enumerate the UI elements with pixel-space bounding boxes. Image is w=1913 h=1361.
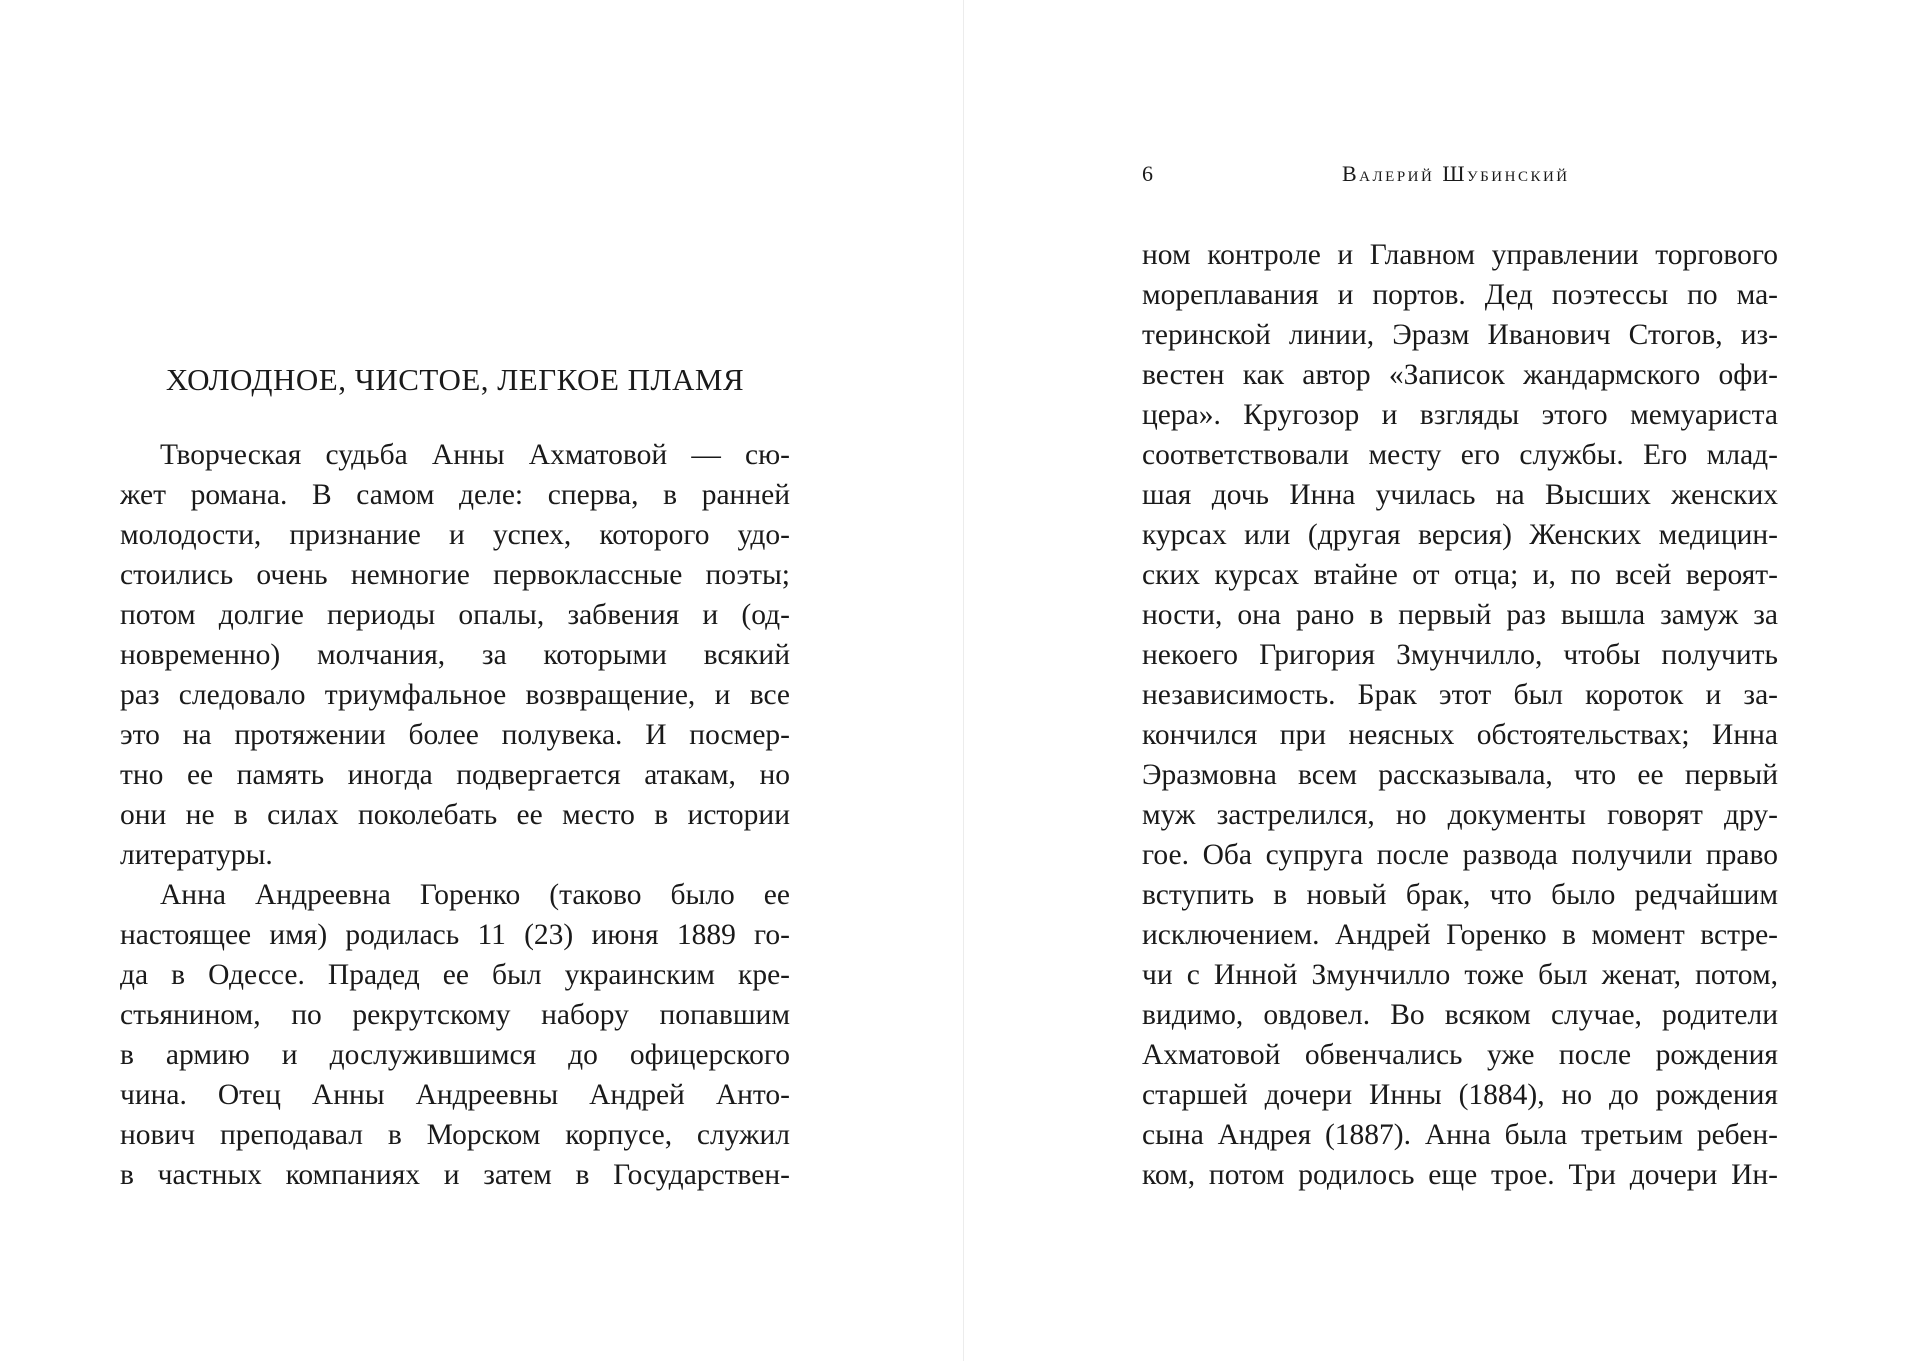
text-line: да в Одессе. Прадед ее был украинским кре- xyxy=(120,959,790,991)
text-line: в армию и дослужившимся до офицерского xyxy=(120,1039,790,1071)
text-line: жет романа. В самом деле: сперва, в ранней xyxy=(120,479,790,511)
text-line: муж застрелился, но документы говорят дру- xyxy=(1142,799,1778,831)
text-line: чи с Инной Змунчилло тоже был женат, потом, xyxy=(1142,959,1778,991)
text-line: Творческая судьба Анны Ахматовой — сю- xyxy=(160,439,790,471)
text-line: цера». Кругозор и взгляды этого мемуариста xyxy=(1142,399,1778,431)
text-line: тно ее память иногда подвергается атакам, но xyxy=(120,759,790,791)
text-line: ности, она рано в первый раз вышла замуж за xyxy=(1142,599,1778,631)
text-line: вступить в новый брак, что было редчайшим xyxy=(1142,879,1778,911)
text-line: мореплавания и портов. Дед поэтессы по ма- xyxy=(1142,279,1778,311)
text-line: они не в силах поколебать ее место в истории xyxy=(120,799,790,831)
text-line: ком, потом родилось еще трое. Три дочери Ин- xyxy=(1142,1159,1778,1191)
text-line: нович преподавал в Морском корпусе, служил xyxy=(120,1119,790,1151)
text-line: молодости, признание и успех, которого удо- xyxy=(120,519,790,551)
text-line: литературы. xyxy=(120,839,273,871)
text-line: старшей дочери Инны (1884), но до рождения xyxy=(1142,1079,1778,1111)
running-head-author: Валерий Шубинский xyxy=(1342,161,1570,186)
text-line: независимость. Брак этот был короток и за- xyxy=(1142,679,1778,711)
text-line: соответствовали месту его службы. Его млад- xyxy=(1142,439,1778,471)
text-line: кончился при неясных обстоятельствах; Инна xyxy=(1142,719,1778,751)
chapter-title: ХОЛОДНОЕ, ЧИСТОЕ, ЛЕГКОЕ ПЛАМЯ xyxy=(165,362,745,397)
text-line: потом долгие периоды опалы, забвения и (од- xyxy=(120,599,790,631)
text-line: исключением. Андрей Горенко в момент встре- xyxy=(1142,919,1778,951)
page-number: 6 xyxy=(1142,161,1156,186)
text-line: стьянином, по рекрутскому набору попавшим xyxy=(120,999,790,1031)
text-line: новременно) молчания, за которыми всякий xyxy=(120,639,790,671)
text-line: стоились очень немногие первоклассные поэты; xyxy=(120,559,790,591)
text-line: некоего Григория Змунчилло, чтобы получить xyxy=(1142,639,1778,671)
text-line: курсах или (другая версия) Женских медицин- xyxy=(1142,519,1778,551)
text-line: ном контроле и Главном управлении торгового xyxy=(1142,239,1778,271)
text-line: сына Андрея (1887). Анна была третьим ребен- xyxy=(1142,1119,1778,1151)
text-line: Ахматовой обвенчались уже после рождения xyxy=(1142,1039,1778,1071)
text-line: теринской линии, Эразм Иванович Стогов, из- xyxy=(1142,319,1778,351)
text-line: ских курсах втайне от отца; и, по всей вероят- xyxy=(1142,559,1778,591)
text-line: Эразмовна всем рассказывала, что ее первый xyxy=(1142,759,1778,791)
left-page-body-text xyxy=(120,435,790,1195)
text-line: гое. Оба супруга после развода получили право xyxy=(1142,839,1778,871)
text-line: раз следовало триумфальное возвращение, и все xyxy=(120,679,790,711)
text-line: видимо, овдовел. Во всяком случае, родители xyxy=(1142,999,1778,1031)
text-line: Анна Андреевна Горенко (таково было ее xyxy=(160,879,790,911)
text-line: в частных компаниях и затем в Государствен- xyxy=(120,1159,790,1191)
text-line: шая дочь Инна училась на Высших женских xyxy=(1142,479,1778,511)
right-page xyxy=(964,0,1913,1361)
text-line: это на протяжении более полувека. И посмер- xyxy=(120,719,790,751)
text-line: чина. Отец Анны Андреевны Андрей Анто- xyxy=(120,1079,790,1111)
right-page-body-text xyxy=(1142,235,1778,1195)
text-line: настоящее имя) родилась 11 (23) июня 1889 го- xyxy=(120,919,790,951)
text-line: вестен как автор «Записок жандармского офи- xyxy=(1142,359,1778,391)
